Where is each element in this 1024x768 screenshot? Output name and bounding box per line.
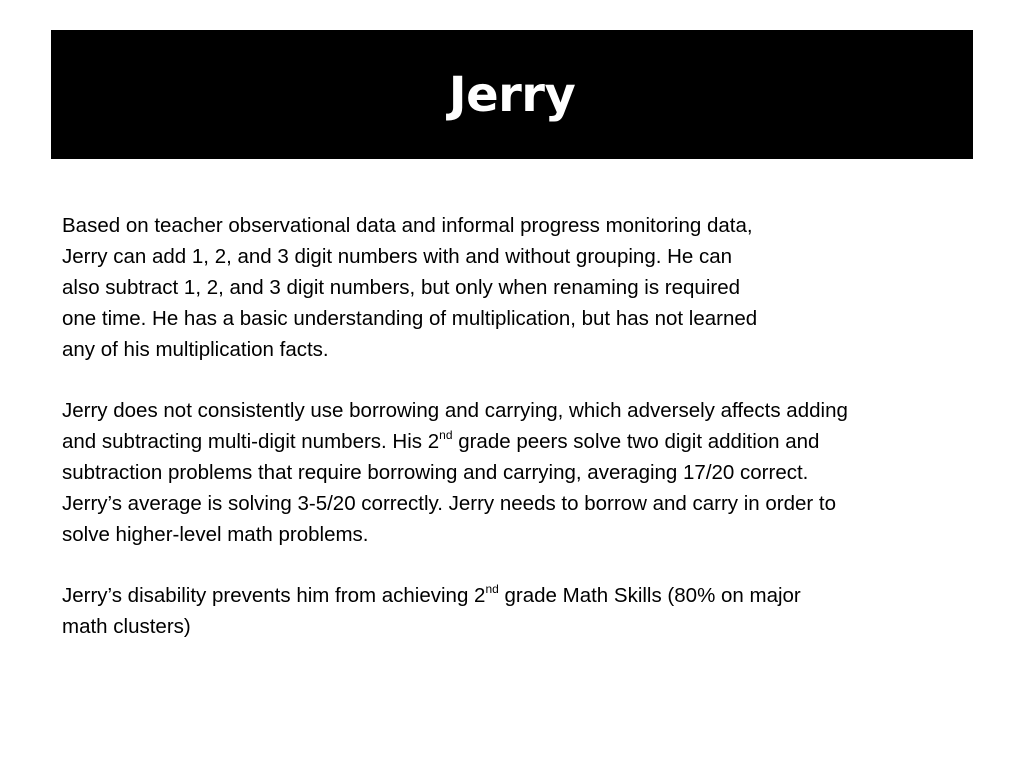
text-segment: and subtracting multi-digit numbers. His 2 <box>62 430 440 453</box>
ordinal-superscript: nd <box>485 582 499 597</box>
paragraph-spacer <box>62 550 967 580</box>
text-line: any of his multiplication facts. <box>62 338 329 361</box>
text-line: Jerry’s average is solving 3-5/20 correctly. Jerry needs to borrow and carry in order to <box>62 492 837 515</box>
text-segment: grade Math Skills (80% on major <box>498 584 801 607</box>
text-line: one time. He has a basic understanding of multiplication, but has not learned <box>62 307 758 330</box>
text-line-with-superscript <box>62 426 967 457</box>
text-line-with-superscript <box>62 580 967 611</box>
text-segment: Jerry’s disability prevents him from achieving 2 <box>62 584 486 607</box>
text-line: solve higher-level math problems. <box>62 523 369 546</box>
text-line: Based on teacher observational data and informal progress monitoring data, <box>62 214 753 237</box>
paragraph-disability-statement <box>62 580 967 642</box>
text-line: Jerry can add 1, 2, and 3 digit numbers with and without grouping. He can <box>62 245 733 268</box>
ordinal-superscript: nd <box>439 428 453 443</box>
text-line: also subtract 1, 2, and 3 digit numbers, but only when renaming is required <box>62 276 741 299</box>
text-line: subtraction problems that require borrowing and carrying, averaging 17/20 correct. <box>62 461 809 484</box>
slide-title: Jerry <box>448 66 576 123</box>
paragraph-peer-comparison <box>62 395 967 550</box>
paragraph-observations <box>62 210 967 365</box>
text-line: math clusters) <box>62 615 191 638</box>
text-line: Jerry does not consistently use borrowing and carrying, which adversely affects adding <box>62 399 848 422</box>
title-bar <box>51 30 973 159</box>
slide-body <box>62 210 967 642</box>
paragraph-spacer <box>62 365 967 395</box>
text-segment: grade peers solve two digit addition and <box>452 430 820 453</box>
